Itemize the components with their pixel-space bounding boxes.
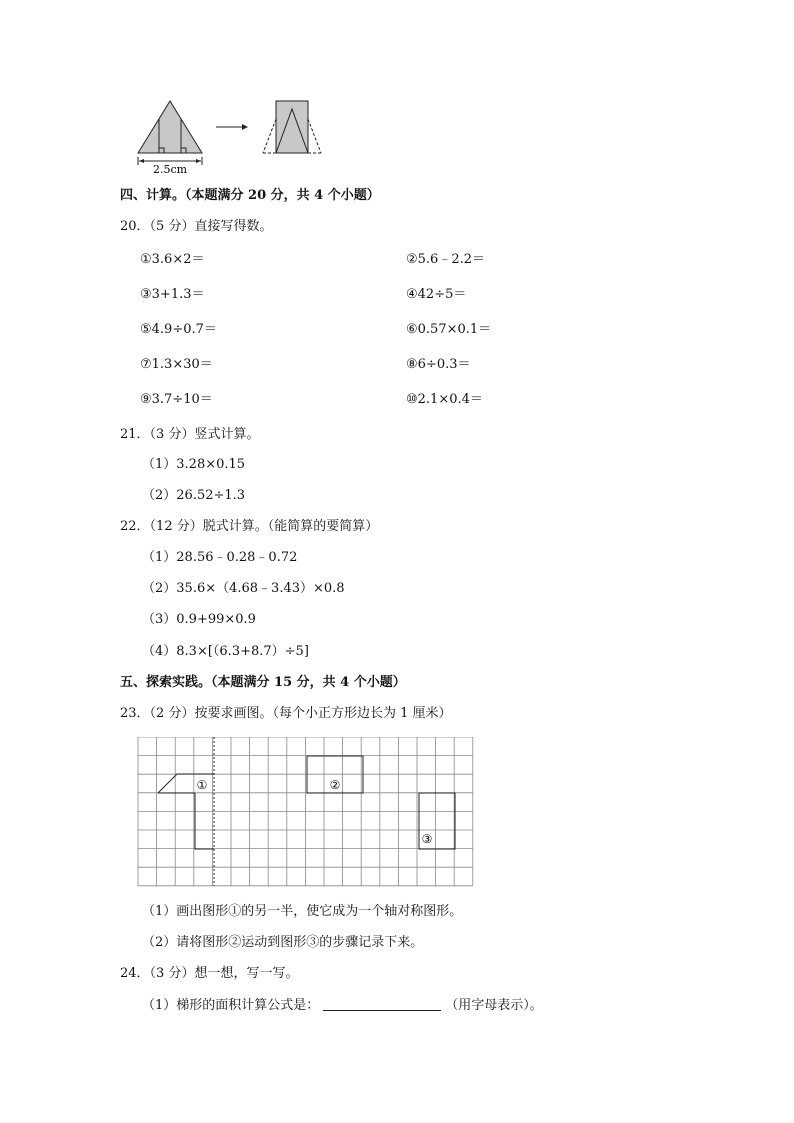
item-number: ⑤ [140,322,152,337]
item-number: ⑥ [406,322,418,337]
q20-item-10 [406,391,483,409]
q24-title: 24．（3 分）想一想，写一写。 [120,966,299,981]
q20-item-9 [140,391,213,409]
q21-item-1: （1）3.28×0.15 [142,457,246,472]
item-expr: 2.1×0.4＝ [417,392,483,407]
item-expr: 6÷0.3＝ [417,357,471,372]
q20-item-6 [406,321,491,339]
dimension-label: 2.5cm [152,163,188,176]
q20-title: 20．（5 分）直接写得数。 [120,219,273,234]
q20-item-2 [406,251,485,269]
item-number: ⑨ [140,392,152,407]
item-number: ⑩ [406,392,418,407]
triangle-shape [138,101,202,153]
q20-item-4 [406,286,466,304]
item-expr: 0.57×0.1＝ [417,322,492,337]
item-expr: 42÷5＝ [417,287,467,302]
q22-item-2: （2）35.6×（4.68﹣3.43）×0.8 [142,581,345,596]
q20-item-1 [140,251,205,269]
q21-title: 21．（3 分）竖式计算。 [120,427,260,442]
q23-item-2: （2）请将图形②运动到图形③的步骤记录下来。 [142,935,424,950]
item-expr: 3.7÷10＝ [151,392,213,407]
q21-item-2: （2）26.52÷1.3 [142,488,246,503]
item-number: ② [406,252,418,267]
item-expr: 3+1.3＝ [151,287,205,302]
q20-item-5 [140,321,217,339]
q22-item-1: （1）28.56﹣0.28﹣0.72 [142,550,298,565]
section5-heading: 五、探索实践。（本题满分 15 分，共 4 个小题） [120,675,406,690]
q24-item-1-prefix: （1）梯形的面积计算公式是： [142,998,320,1013]
q20-item-3 [140,286,205,304]
item-expr: 3.6×2＝ [151,252,205,267]
triangle-to-rectangle-figure [130,95,330,180]
item-number: ⑦ [140,357,152,372]
item-number: ⑧ [406,357,418,372]
shape-1-label: ① [196,778,208,792]
q24-item-1 [142,997,543,1015]
item-expr: 1.3×30＝ [151,357,213,372]
q23-title: 23．（2 分）按要求画图。（每个小正方形边长为 1 厘米） [120,706,452,721]
item-number: ③ [140,287,152,302]
q22-item-4: （4）8.3×[（6.3+8.7）÷5] [142,644,309,659]
q22-title: 22．（12 分）脱式计算。（能简算的要简算） [120,519,379,534]
shape-2-label: ② [329,778,341,792]
item-number: ① [140,252,152,267]
grid-figure [137,737,477,889]
shape-3-label: ③ [421,832,433,846]
item-number: ④ [406,287,418,302]
q24-item-1-suffix: （用字母表示）。 [445,998,543,1013]
q22-item-3: （3）0.9+99×0.9 [142,612,256,627]
item-expr: 5.6﹣2.2＝ [417,252,486,267]
section4-heading: 四、计算。（本题满分 20 分，共 4 个小题） [120,188,380,203]
q20-item-7 [140,356,213,374]
q20-item-8 [406,356,471,374]
item-expr: 4.9÷0.7＝ [151,322,217,337]
answer-blank[interactable] [323,997,441,1011]
q23-item-1: （1）画出图形①的另一半，使它成为一个轴对称图形。 [142,904,463,919]
